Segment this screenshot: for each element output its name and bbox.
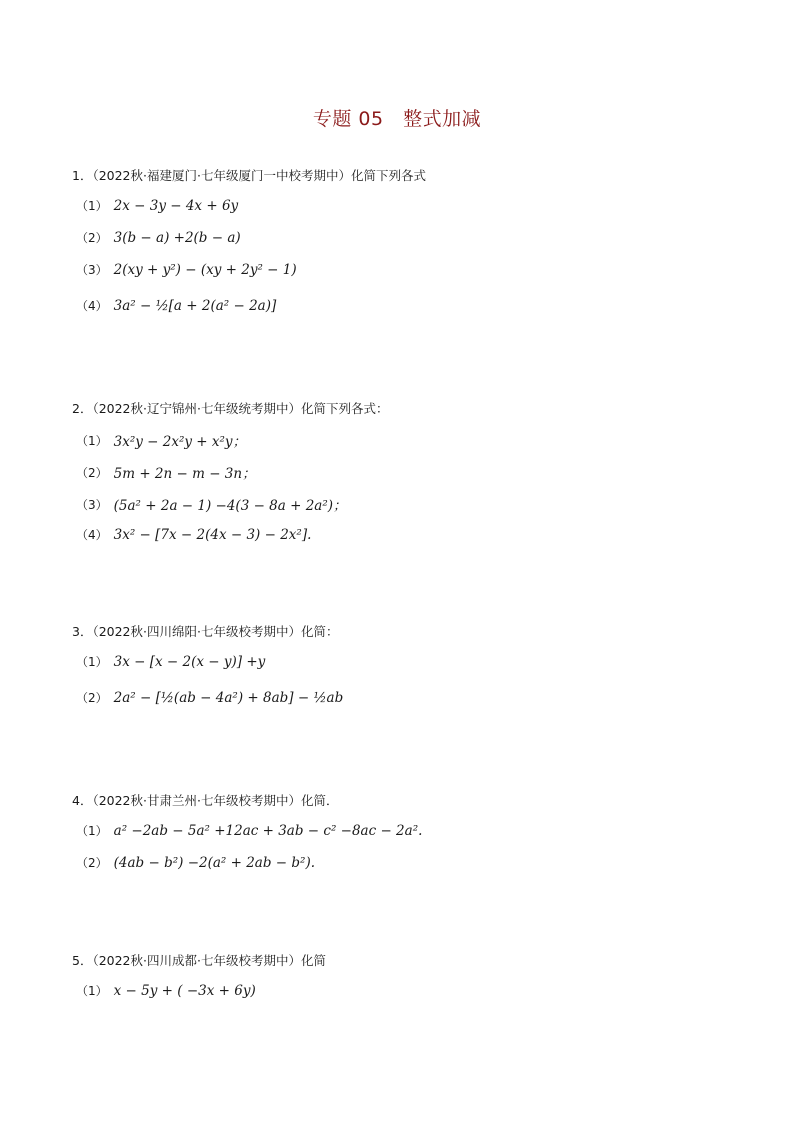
question-1-item-1 [76, 197, 238, 214]
question-2-item-2 [76, 462, 256, 482]
question-1-item-3 [76, 261, 297, 278]
item-number: （1） [76, 655, 108, 669]
item-number: （3） [76, 263, 108, 277]
item-number: （2） [76, 465, 108, 480]
item-expression: (4ab − b²) −2(a² + 2ab − b²). [113, 854, 316, 871]
item-expression: 3(b − a) +2(b − a) [113, 229, 241, 246]
item-expression: 3x² − [7x − 2(4x − 3) − 2x²]. [113, 526, 312, 543]
item-number: （2） [76, 856, 108, 870]
question-2-header: 2．（2022秋·辽宁锦州·七年级统考期中）化简下列各式： [72, 401, 389, 416]
question-5-header: 5．（2022秋·四川成都·七年级校考期中）化简 [72, 953, 326, 968]
item-number: （2） [76, 691, 108, 705]
question-4-item-1 [76, 822, 422, 839]
page-title: 专题 05 整式加减 [312, 108, 482, 130]
question-1-header: 1．（2022秋·福建厦门·七年级厦门一中校考期中）化简下列各式 [72, 168, 426, 183]
item-number: （1） [76, 984, 108, 998]
question-5-item-1 [76, 982, 256, 999]
item-expression: 3x²y − 2x²y + x²y； [113, 434, 247, 450]
item-expression: 3x − [x − 2(x − y)] +y [113, 653, 266, 670]
question-2-item-1 [76, 430, 246, 450]
question-3-header: 3．（2022秋·四川绵阳·七年级校考期中）化简： [72, 624, 339, 639]
item-number: （4） [76, 299, 108, 313]
item-expression: x − 5y + ( −3x + 6y) [113, 982, 256, 999]
item-number: （3） [76, 497, 108, 512]
question-1-item-4 [76, 297, 276, 314]
item-expression: (5a² + 2a − 1) −4(3 − 8a + 2a²)； [113, 498, 347, 514]
item-expression: a² −2ab − 5a² +12ac + 3ab − c² −8ac − 2a². [113, 822, 423, 839]
item-number: （2） [76, 231, 108, 245]
item-expression: 2a² − [½(ab − 4a²) + 8ab] − ½ab [113, 689, 344, 706]
question-4-item-2 [76, 854, 315, 871]
item-number: （1） [76, 824, 108, 838]
question-2-item-4 [76, 526, 311, 543]
item-number: （1） [76, 433, 108, 448]
question-4-header: 4．（2022秋·甘肃兰州·七年级校考期中）化简． [72, 793, 339, 808]
item-expression: 2(xy + y²) − (xy + 2y² − 1) [113, 261, 297, 278]
item-number: （4） [76, 528, 108, 542]
item-expression: 2x − 3y − 4x + 6y [113, 197, 239, 214]
question-1-item-2 [76, 229, 241, 246]
question-3-item-1 [76, 653, 265, 670]
question-3-item-2 [76, 689, 343, 706]
question-2-item-3 [76, 494, 347, 514]
item-expression: 5m + 2n − m − 3n； [113, 466, 256, 482]
item-expression: 3a² − ½[a + 2(a² − 2a)] [113, 297, 277, 314]
item-number: （1） [76, 199, 108, 213]
